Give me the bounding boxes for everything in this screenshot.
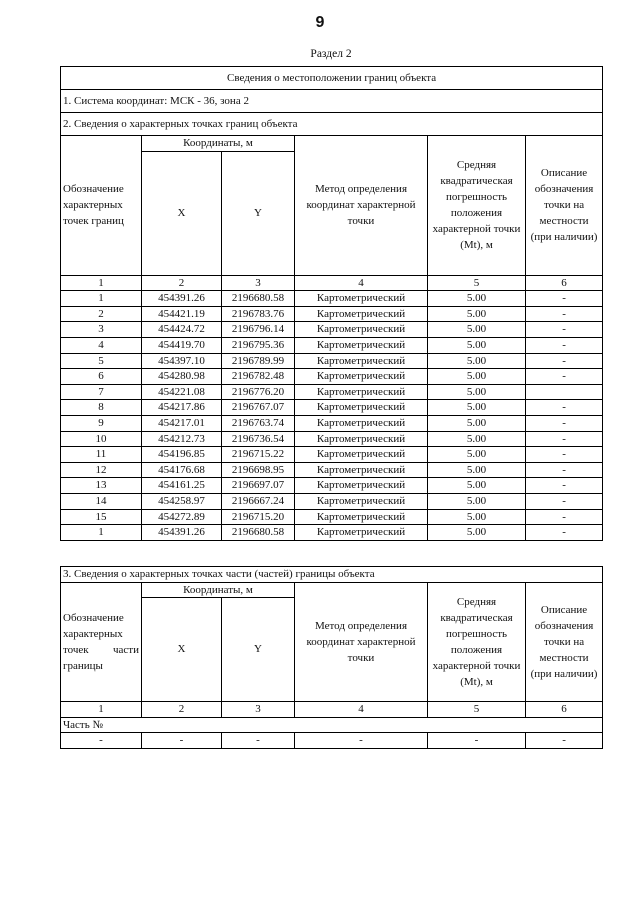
table-cell: 5.00 [428,509,526,525]
header-designation: Обозначение характерных точек границ [61,136,142,276]
table-cell: 454161.25 [142,478,222,494]
table-cell: 6 [61,369,142,385]
col-number: 6 [526,275,603,291]
table-cell: 5.00 [428,384,526,400]
table-cell: 5 [61,353,142,369]
table-row [61,337,603,353]
col-number: 1 [61,275,142,291]
table-cell: 2196783.76 [222,306,295,322]
table-cell: Картометрический [295,384,428,400]
table-cell: 5.00 [428,306,526,322]
table-row [61,353,603,369]
table-cell: Картометрический [295,400,428,416]
header-x: X [142,151,222,275]
table-cell: 2196767.07 [222,400,295,416]
header-y: Y [222,598,295,702]
table-row [61,306,603,322]
table-cell: 454280.98 [142,369,222,385]
table-cell: 454272.89 [142,509,222,525]
table-row [61,525,603,541]
table-cell: 454424.72 [142,322,222,338]
table-cell: 2196789.99 [222,353,295,369]
header-description: Описание обозначения точки на местности (при наличии) [526,136,603,276]
points-section-title: 2. Сведения о характерных точках границ объекта [61,113,603,136]
table-cell: 5.00 [428,322,526,338]
header-error: Средняя квадратическая погрешность положения характерной точки (Mt), м [428,582,526,702]
table-cell: Картометрический [295,447,428,463]
table-cell: - [526,306,603,322]
header-coords: Координаты, м [142,582,295,598]
table-cell: - [526,509,603,525]
table-cell: 2196763.74 [222,415,295,431]
header-y: Y [222,151,295,275]
table-cell: 14 [61,493,142,509]
col-number: 2 [142,702,222,718]
table-cell: Картометрический [295,415,428,431]
col-number: 4 [295,702,428,718]
table-cell: 2196782.48 [222,369,295,385]
header-description: Описание обозначения точки на местности (при наличии) [526,582,603,702]
table-cell: - [526,353,603,369]
column-numbers-row [61,275,603,291]
table-cell: Картометрический [295,478,428,494]
table-cell: - [526,369,603,385]
table-row [61,462,603,478]
table-cell: 454391.26 [142,525,222,541]
table-row [61,509,603,525]
table-cell: - [526,291,603,307]
table-cell: 10 [61,431,142,447]
table-cell: 9 [61,415,142,431]
table-row [61,493,603,509]
table-cell: - [61,733,142,749]
header-designation-parts: Обозначение характерных точек части границы [61,582,142,702]
table-cell: - [526,322,603,338]
table-cell: - [526,462,603,478]
header-error: Средняя квадратическая погрешность положения характерной точки (Mt), м [428,136,526,276]
header-coords: Координаты, м [142,136,295,152]
parts-section-title: 3. Сведения о характерных точках части (частей) границы объекта [61,567,603,583]
table-cell: 2196697.07 [222,478,295,494]
table-cell: 5.00 [428,525,526,541]
table-cell: 5.00 [428,431,526,447]
table-cell: 2196680.58 [222,525,295,541]
page-number: 9 [315,14,325,31]
points-rows [61,291,603,541]
section-title: Раздел 2 [310,48,352,60]
table-cell: 5.00 [428,447,526,463]
table-cell: 454419.70 [142,337,222,353]
table-cell: 5.00 [428,415,526,431]
table-cell: - [222,733,295,749]
col-number: 5 [428,702,526,718]
table-cell: 2196796.14 [222,322,295,338]
table-cell: 5.00 [428,462,526,478]
column-numbers-row [61,702,603,718]
table-cell: 15 [61,509,142,525]
table-cell: 2196667.24 [222,493,295,509]
table-cell: 2196795.36 [222,337,295,353]
coord-system: 1. Система координат: МСК - 36, зона 2 [61,90,603,113]
table-cell: - [428,733,526,749]
table-cell: 2 [61,306,142,322]
table-cell: 5.00 [428,291,526,307]
table-cell: - [142,733,222,749]
table-cell: Картометрический [295,369,428,385]
header-method: Метод определения координат характерной точки [295,136,428,276]
table-cell: 2196715.22 [222,447,295,463]
table-cell: - [526,493,603,509]
table-cell: 454212.73 [142,431,222,447]
table-cell: 2196680.58 [222,291,295,307]
table-cell: Картометрический [295,462,428,478]
table-cell: 2196715.20 [222,509,295,525]
table-cell: - [526,733,603,749]
col-number: 3 [222,702,295,718]
header-x: X [142,598,222,702]
table-row [61,291,603,307]
table-cell: 454391.26 [142,291,222,307]
table-row [61,478,603,494]
table-cell: 8 [61,400,142,416]
table-cell: 5.00 [428,353,526,369]
table-cell: Картометрический [295,493,428,509]
col-number: 1 [61,702,142,718]
table-cell: 7 [61,384,142,400]
table-cell: 454397.10 [142,353,222,369]
table-cell: 454217.01 [142,415,222,431]
table-cell: 11 [61,447,142,463]
table-cell: Картометрический [295,525,428,541]
table-cell: 3 [61,322,142,338]
table-row [61,415,603,431]
col-number: 3 [222,275,295,291]
table-cell: Картометрический [295,322,428,338]
table-cell: Картометрический [295,337,428,353]
table-cell: Картометрический [295,306,428,322]
table-cell: 454196.85 [142,447,222,463]
table-cell: 454217.86 [142,400,222,416]
table-cell: - [526,400,603,416]
table-cell: 454421.19 [142,306,222,322]
table-cell: - [526,337,603,353]
table-cell: - [526,447,603,463]
table-cell: Картометрический [295,431,428,447]
table-cell: 5.00 [428,478,526,494]
table-cell: 454258.97 [142,493,222,509]
table-cell: 2196698.95 [222,462,295,478]
table-cell: 454221.08 [142,384,222,400]
table-cell: - [526,478,603,494]
table-cell: - [526,415,603,431]
boundary-table [60,66,603,541]
table-cell: 13 [61,478,142,494]
header-method: Метод определения координат характерной точки [295,582,428,702]
table-row [61,322,603,338]
table-cell: 2196736.54 [222,431,295,447]
table-row [61,400,603,416]
table-cell: 4 [61,337,142,353]
table-cell: 1 [61,525,142,541]
col-number: 2 [142,275,222,291]
table-cell: Картометрический [295,291,428,307]
table-cell: 5.00 [428,493,526,509]
table-cell: - [526,525,603,541]
part-label: Часть № [61,717,603,733]
table-cell: Картометрический [295,509,428,525]
col-number: 4 [295,275,428,291]
col-number: 5 [428,275,526,291]
table-cell: 2196776.20 [222,384,295,400]
table-cell: 12 [61,462,142,478]
table-cell: 5.00 [428,337,526,353]
part-row [61,733,603,749]
parts-table [60,566,603,749]
table-title: Сведения о местоположении границ объекта [61,67,603,90]
table-cell: - [526,431,603,447]
table-cell: 1 [61,291,142,307]
col-number: 6 [526,702,603,718]
table-cell: 5.00 [428,369,526,385]
table-cell: - [295,733,428,749]
table-row [61,384,603,400]
table-cell: 454176.68 [142,462,222,478]
table-row [61,369,603,385]
table-cell: 5.00 [428,400,526,416]
table-row [61,431,603,447]
table-cell: Картометрический [295,353,428,369]
table-cell [526,384,603,400]
table-row [61,447,603,463]
